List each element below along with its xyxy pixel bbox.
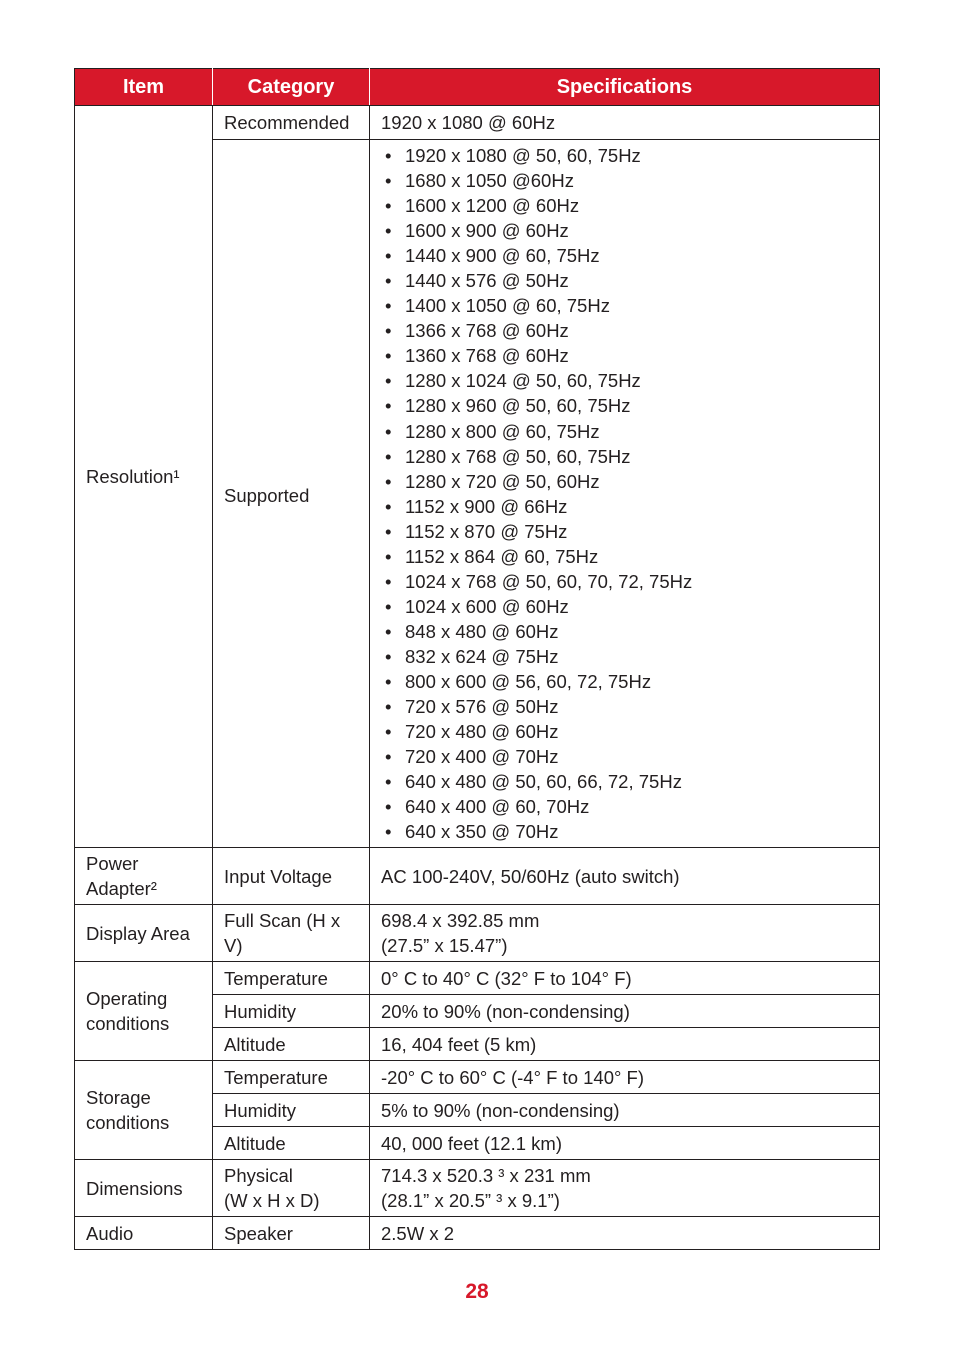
- spec-full-scan-inch: (27.5” x 15.47”): [381, 935, 508, 957]
- category-operating-altitude: Altitude: [213, 1028, 370, 1061]
- spec-operating-altitude: 16, 404 feet (5 km): [370, 1028, 880, 1061]
- item-power-adapter: [75, 848, 213, 905]
- supported-resolution-item: • 1024 x 600 @ 60Hz: [381, 594, 868, 619]
- supported-resolution-item: • 640 x 350 @ 70Hz: [381, 819, 868, 844]
- supported-resolution-item: • 1280 x 960 @ 50, 60, 75Hz: [381, 393, 868, 418]
- supported-resolution-item: • 1920 x 1080 @ 50, 60, 75Hz: [381, 143, 868, 168]
- spec-physical-mm: 714.3 x 520.3 ³ x 231 mm: [381, 1165, 591, 1187]
- supported-resolution-item: • 1600 x 1200 @ 60Hz: [381, 193, 868, 218]
- supported-resolutions-list: [381, 143, 868, 844]
- header-category: Category: [213, 69, 370, 106]
- category-operating-humidity: Humidity: [213, 995, 370, 1028]
- category-full-scan: Full Scan (H x V): [213, 905, 370, 962]
- table-row: [75, 1061, 880, 1094]
- supported-resolution-item: • 640 x 400 @ 60, 70Hz: [381, 794, 868, 819]
- item-dimensions: Dimensions: [75, 1160, 213, 1217]
- spec-physical-inch: (28.1” x 20.5” ³ x 9.1”): [381, 1190, 560, 1212]
- page-number: 28: [465, 1280, 489, 1303]
- supported-resolution-item: • 640 x 480 @ 50, 60, 66, 72, 75Hz: [381, 769, 868, 794]
- category-supported: Supported: [213, 140, 370, 848]
- supported-resolution-item: • 1024 x 768 @ 50, 60, 70, 72, 75Hz: [381, 569, 868, 594]
- item-storage-line2: conditions: [86, 1112, 170, 1134]
- supported-resolution-item: • 1152 x 900 @ 66Hz: [381, 494, 868, 519]
- table-row: [75, 905, 880, 962]
- supported-resolution-item: • 800 x 600 @ 56, 60, 72, 75Hz: [381, 669, 868, 694]
- category-input-voltage: Input Voltage: [213, 848, 370, 905]
- category-physical-line1: Physical: [224, 1165, 293, 1187]
- table-row: [75, 848, 880, 905]
- item-power-adapter-line2: Adapter²: [86, 878, 157, 900]
- item-storage-line1: Storage: [86, 1087, 151, 1109]
- category-physical: [213, 1160, 370, 1217]
- spec-full-scan: [370, 905, 880, 962]
- category-storage-humidity: Humidity: [213, 1094, 370, 1127]
- category-speaker: Speaker: [213, 1217, 370, 1250]
- spec-storage-temperature: -20° C to 60° C (-4° F to 140° F): [370, 1061, 880, 1094]
- item-operating-conditions: [75, 962, 213, 1061]
- supported-resolution-item: • 720 x 480 @ 60Hz: [381, 719, 868, 744]
- item-power-adapter-line1: Power: [86, 853, 139, 875]
- supported-resolution-item: • 1152 x 870 @ 75Hz: [381, 519, 868, 544]
- header-item: Item: [75, 69, 213, 106]
- table-row: [75, 962, 880, 995]
- table-row: [75, 1217, 880, 1250]
- supported-resolution-item: • 1366 x 768 @ 60Hz: [381, 318, 868, 343]
- table-row: [75, 1160, 880, 1217]
- supported-resolution-item: • 1152 x 864 @ 60, 75Hz: [381, 544, 868, 569]
- spec-operating-temperature: 0° C to 40° C (32° F to 104° F): [370, 962, 880, 995]
- spec-storage-altitude: 40, 000 feet (12.1 km): [370, 1127, 880, 1160]
- item-storage-conditions: [75, 1061, 213, 1160]
- supported-resolution-item: • 1280 x 768 @ 50, 60, 75Hz: [381, 444, 868, 469]
- supported-resolution-item: • 720 x 576 @ 50Hz: [381, 694, 868, 719]
- header-specifications: Specifications: [370, 69, 880, 106]
- spec-storage-humidity: 5% to 90% (non-condensing): [370, 1094, 880, 1127]
- item-display-area: Display Area: [75, 905, 213, 962]
- supported-resolution-item: • 720 x 400 @ 70Hz: [381, 744, 868, 769]
- category-operating-temperature: Temperature: [213, 962, 370, 995]
- supported-resolution-item: • 1400 x 1050 @ 60, 75Hz: [381, 293, 868, 318]
- supported-resolution-item: • 1440 x 900 @ 60, 75Hz: [381, 243, 868, 268]
- supported-resolution-item: • 848 x 480 @ 60Hz: [381, 619, 868, 644]
- spec-physical: [370, 1160, 880, 1217]
- item-operating-line2: conditions: [86, 1013, 170, 1035]
- item-operating-line1: Operating: [86, 988, 168, 1010]
- category-storage-altitude: Altitude: [213, 1127, 370, 1160]
- category-recommended: Recommended: [213, 106, 370, 140]
- supported-resolution-item: • 1280 x 1024 @ 50, 60, 75Hz: [381, 368, 868, 393]
- supported-resolution-item: • 1280 x 800 @ 60, 75Hz: [381, 419, 868, 444]
- table-header-row: [75, 69, 880, 106]
- supported-resolution-item: • 832 x 624 @ 75Hz: [381, 644, 868, 669]
- supported-resolution-item: • 1600 x 900 @ 60Hz: [381, 218, 868, 243]
- supported-resolution-item: • 1360 x 768 @ 60Hz: [381, 343, 868, 368]
- spec-operating-humidity: 20% to 90% (non-condensing): [370, 995, 880, 1028]
- supported-resolution-item: • 1280 x 720 @ 50, 60Hz: [381, 469, 868, 494]
- specifications-table: [74, 68, 880, 1250]
- table-row: [75, 106, 880, 140]
- spec-supported: [370, 140, 880, 848]
- spec-full-scan-mm: 698.4 x 392.85 mm: [381, 910, 540, 932]
- spec-recommended: 1920 x 1080 @ 60Hz: [370, 106, 880, 140]
- spec-input-voltage: AC 100-240V, 50/60Hz (auto switch): [370, 848, 880, 905]
- item-audio: Audio: [75, 1217, 213, 1250]
- supported-resolution-item: • 1440 x 576 @ 50Hz: [381, 268, 868, 293]
- item-resolution: Resolution¹: [75, 106, 213, 848]
- category-physical-line2: (W x H x D): [224, 1190, 320, 1212]
- category-storage-temperature: Temperature: [213, 1061, 370, 1094]
- supported-resolution-item: • 1680 x 1050 @60Hz: [381, 168, 868, 193]
- spec-speaker: 2.5W x 2: [370, 1217, 880, 1250]
